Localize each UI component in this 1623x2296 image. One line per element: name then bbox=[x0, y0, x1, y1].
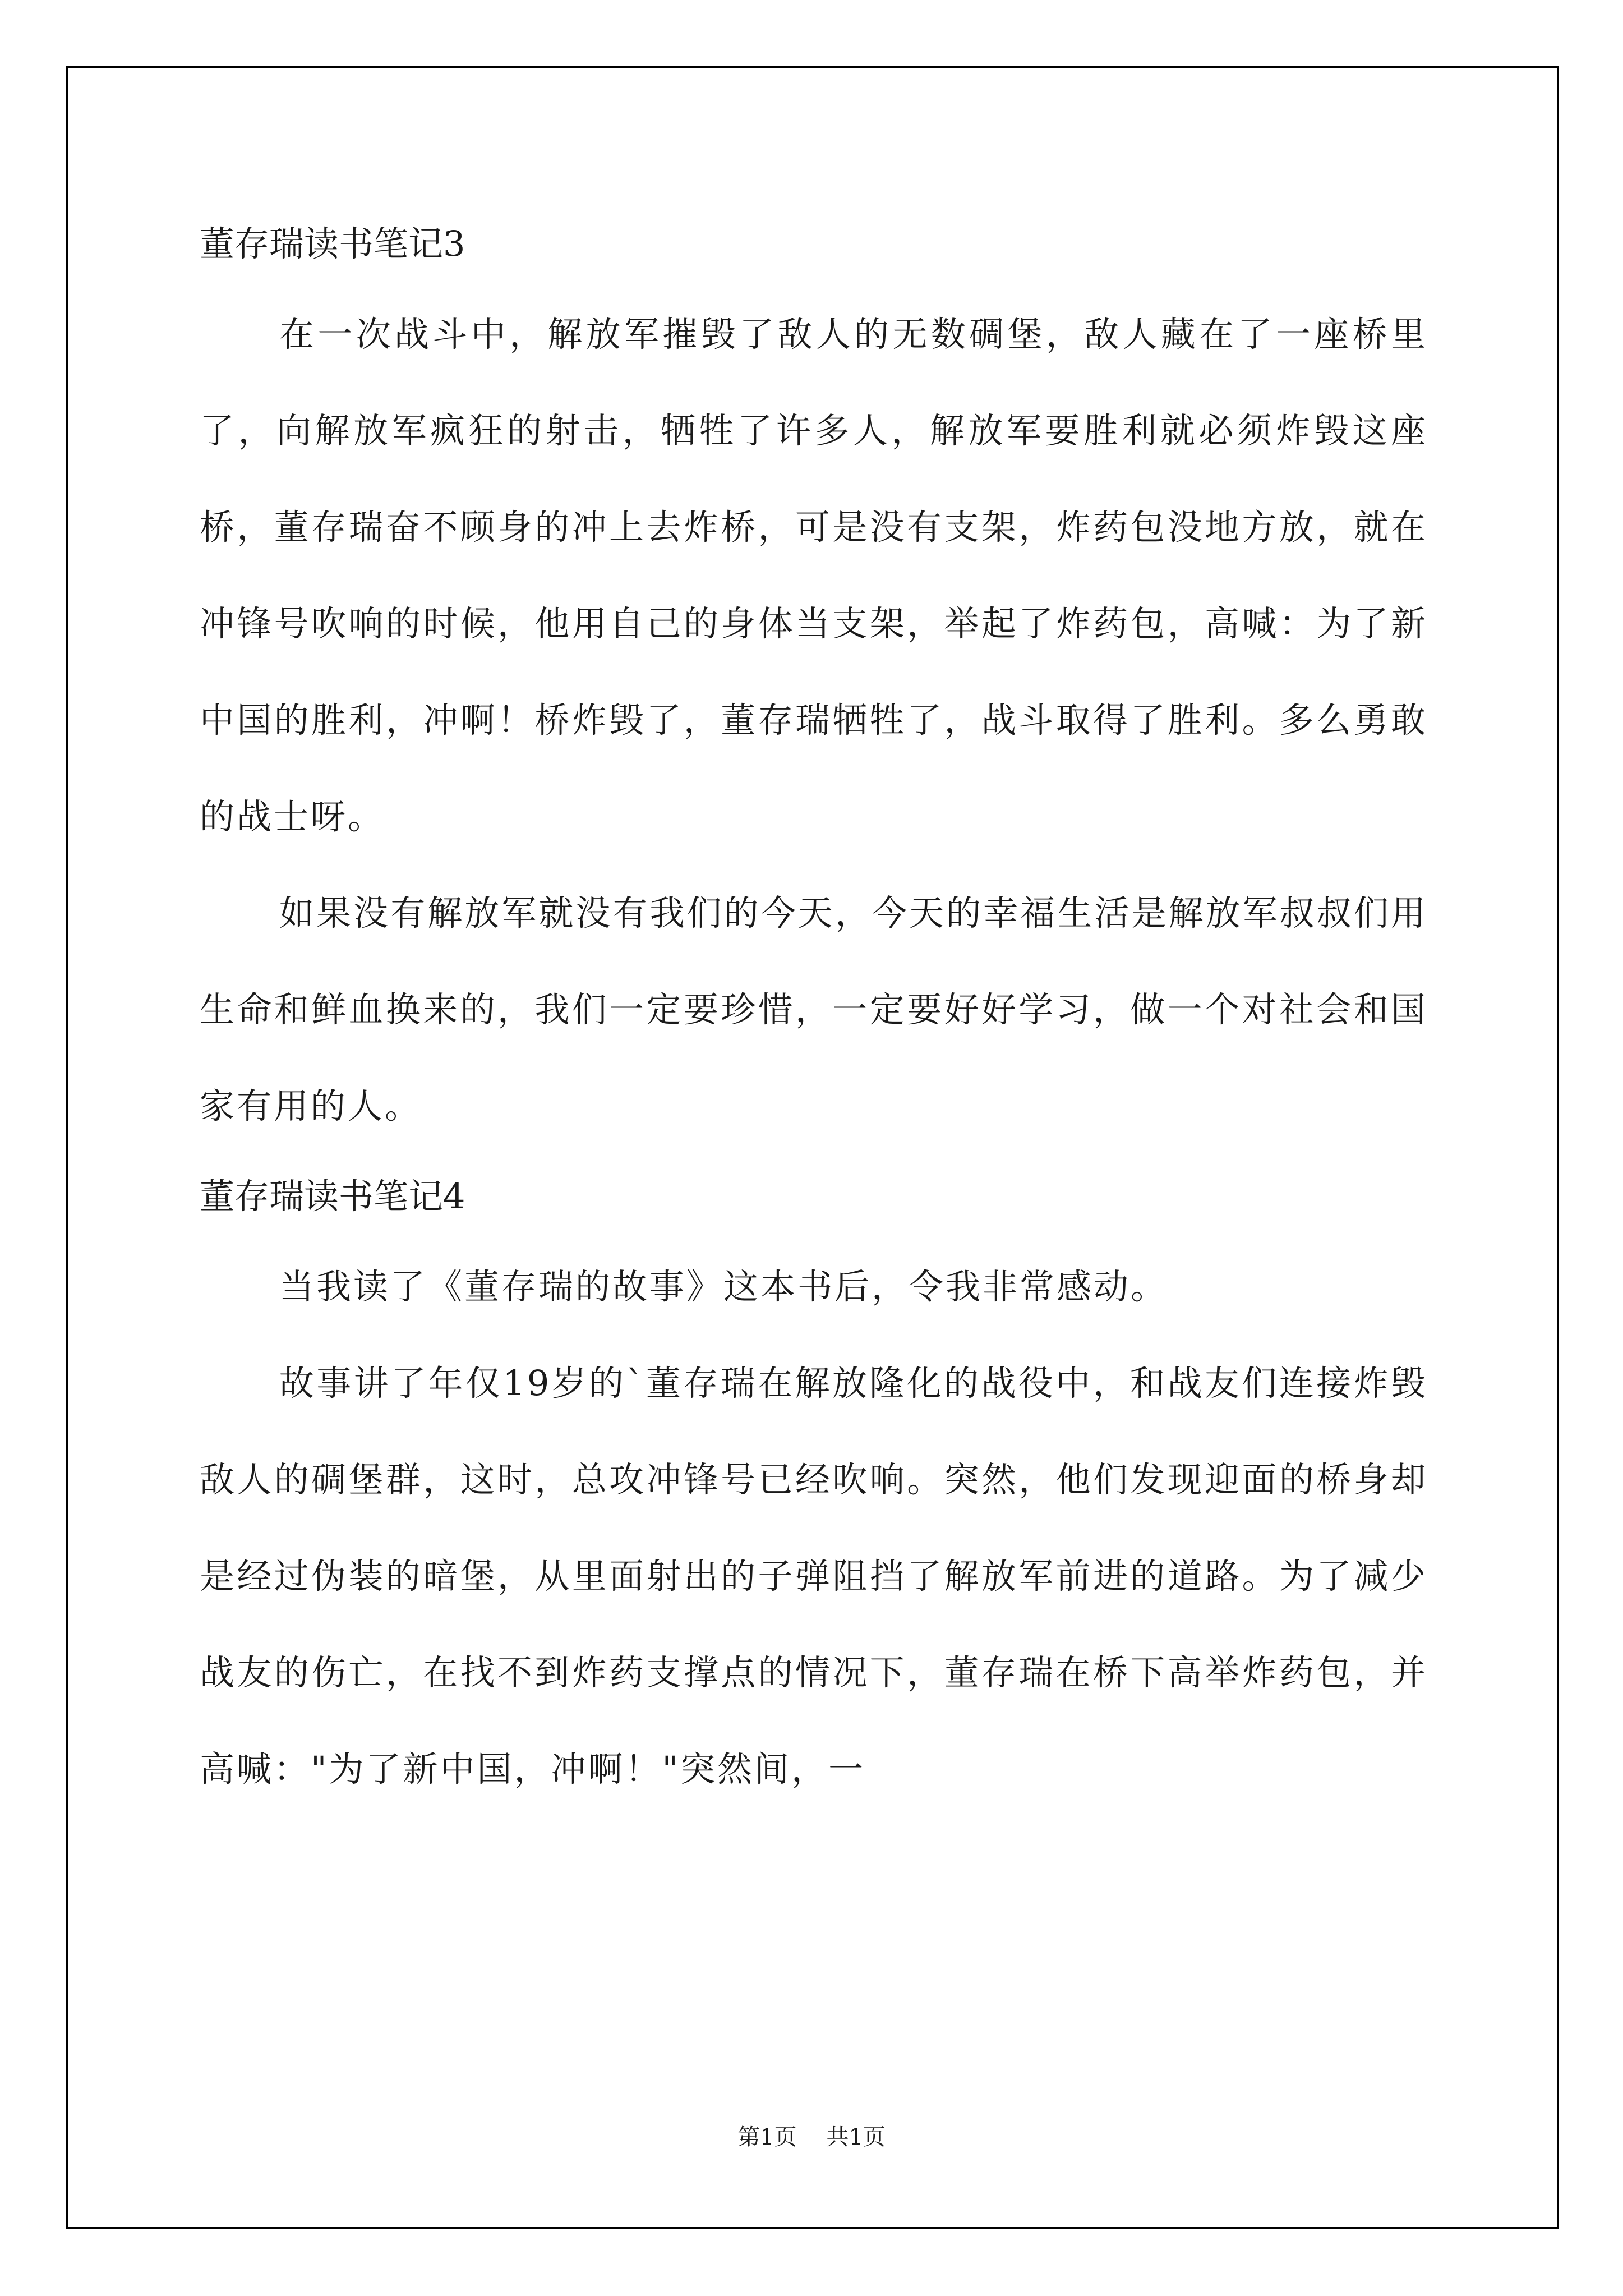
section-3 bbox=[200, 202, 1428, 1154]
section-4 bbox=[200, 1154, 1428, 1818]
paragraph: 在一次战斗中，解放军摧毁了敌人的无数碉堡，敌人藏在了一座桥里了，向解放军疯狂的射击，牺牲了许多人，解放军要胜利就必须炸毁这座桥，董存瑞奋不顾身的冲上去炸桥，可是没有支架，炸药包没地方放，就在冲锋号吹响的时候，他用自己的身体当支架，举起了炸药包，高喊：为了新中国的胜利，冲啊！桥炸毁了，董存瑞牺牲了，战斗取得了胜利。多么勇敢的战士呀。 bbox=[200, 314, 1428, 837]
paragraph: 如果没有解放军就没有我们的今天，今天的幸福生活是解放军叔叔们用生命和鲜血换来的，我们一定要珍惜，一定要好好学习，做一个对社会和国家有用的人。 bbox=[200, 892, 1428, 1126]
page-number: 第1页 bbox=[737, 2124, 797, 2150]
document-body bbox=[200, 202, 1428, 1818]
section-heading: 董存瑞读书笔记4 bbox=[200, 1176, 465, 1217]
paragraph: 当我读了《董存瑞的故事》这本书后，令我非常感动。 bbox=[279, 1266, 1168, 1307]
page-footer bbox=[0, 2120, 1623, 2154]
paragraph: 故事讲了年仅19岁的`董存瑞在解放隆化的战役中，和战友们连接炸毁敌人的碉堡群，这时，总攻冲锋号已经吹响。突然，他们发现迎面的桥身却是经过伪装的暗堡，从里面射出的子弹阻挡了解放军前进的道路。为了减少战友的伤亡，在找不到炸药支撑点的情况下，董存瑞在桥下高举炸药包，并高喊："为了新中国，冲啊！"突然间，一 bbox=[200, 1363, 1428, 1789]
page-total: 共1页 bbox=[826, 2124, 886, 2150]
section-heading: 董存瑞读书笔记3 bbox=[200, 223, 465, 264]
